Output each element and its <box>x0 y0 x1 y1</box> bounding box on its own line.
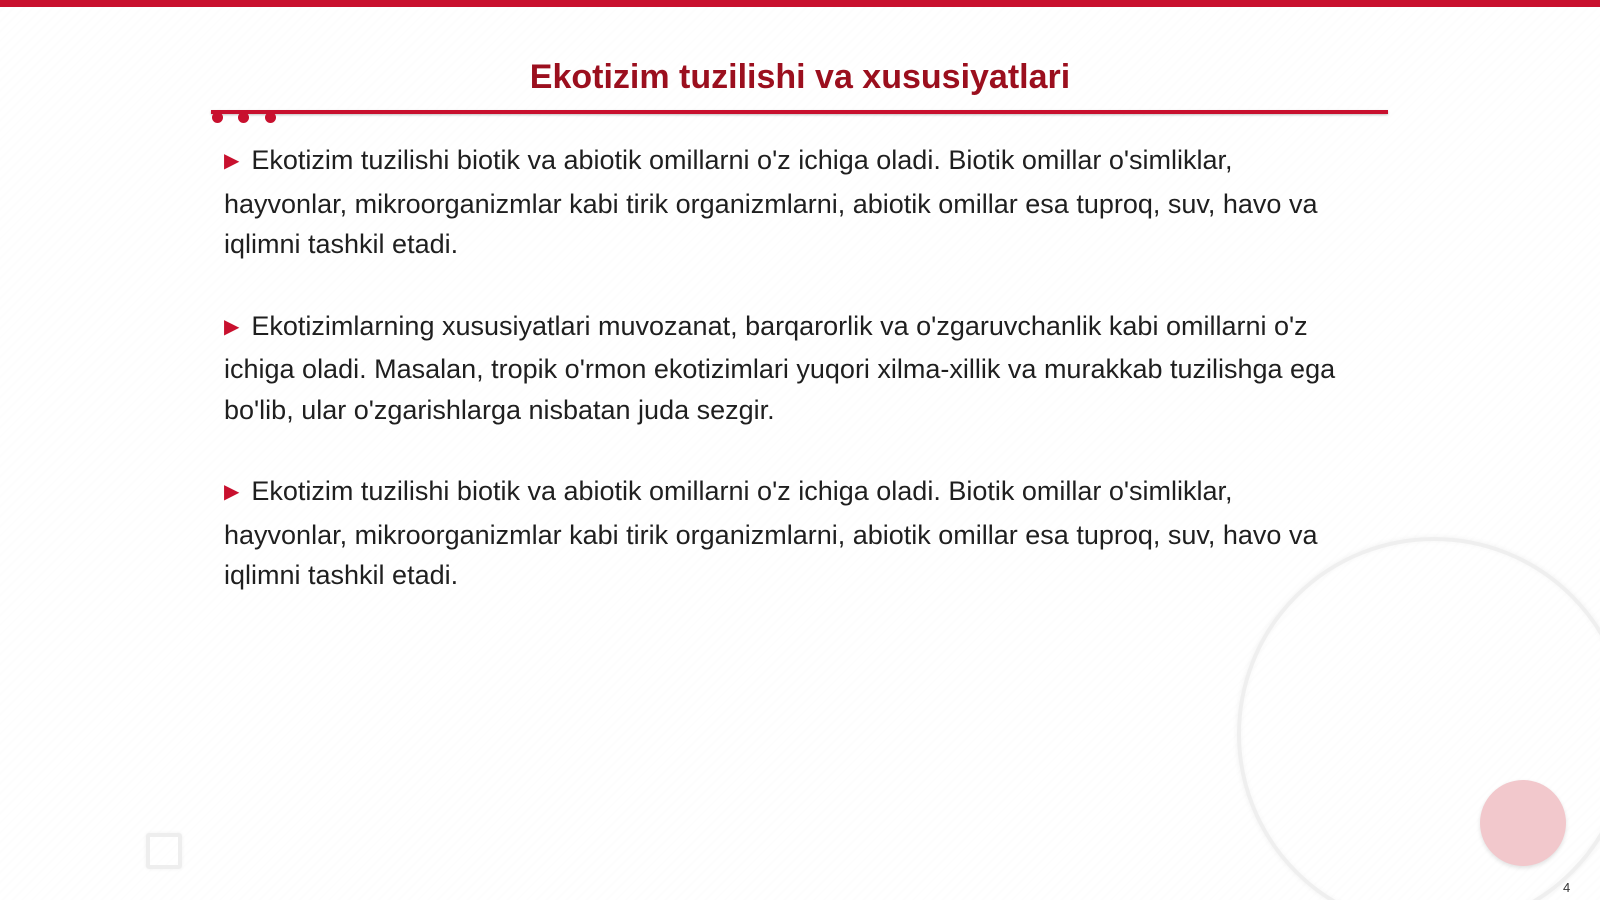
bullet-list <box>224 140 1354 637</box>
underline-dot <box>212 112 223 123</box>
triangle-bullet-icon: ▶ <box>224 315 240 338</box>
underline-dot <box>238 112 249 123</box>
triangle-bullet-icon: ▶ <box>224 481 240 503</box>
decorative-pink-circle <box>1480 780 1566 866</box>
slide-title: Ekotizim tuzilishi va xususiyatlari <box>529 58 1071 96</box>
bullet-text: Ekotizimlarning xususiyatlari muvozanat, barqarorlik va o'zgaruvchanlik kabi omillarni o'z ichiga oladi. Masalan, tropik o'rmon ekotizimlari yuqori xilma-xillik va murakkab tuzilishga ega bo'lib, ular o'zgarishlarga nisbatan juda sezgir. <box>224 310 1336 425</box>
decorative-square <box>146 833 182 869</box>
bullet-text: Ekotizim tuzilishi biotik va abiotik omillarni o'z ichiga oladi. Biotik omillar o'simliklar, hayvonlar, mikroorganizmlar kabi tirik organizmlarni, abiotik omillar esa tuproq, suv, havo va iqlimni tashkil etadi. <box>224 145 1318 259</box>
triangle-bullet-icon: ▶ <box>224 150 240 172</box>
bullet-item <box>224 471 1354 596</box>
bullet-item <box>224 140 1354 265</box>
page-number: 4 <box>1563 880 1571 895</box>
title-underline <box>211 110 1388 114</box>
underline-dot <box>265 112 276 123</box>
bullet-item <box>224 306 1354 431</box>
bullet-text: Ekotizim tuzilishi biotik va abiotik omillarni o'z ichiga oladi. Biotik omillar o'simliklar, hayvonlar, mikroorganizmlar kabi tirik organizmlarni, abiotik omillar esa tuproq, suv, havo va iqlimni tashkil etadi. <box>224 476 1318 590</box>
top-accent-bar <box>0 0 1600 7</box>
